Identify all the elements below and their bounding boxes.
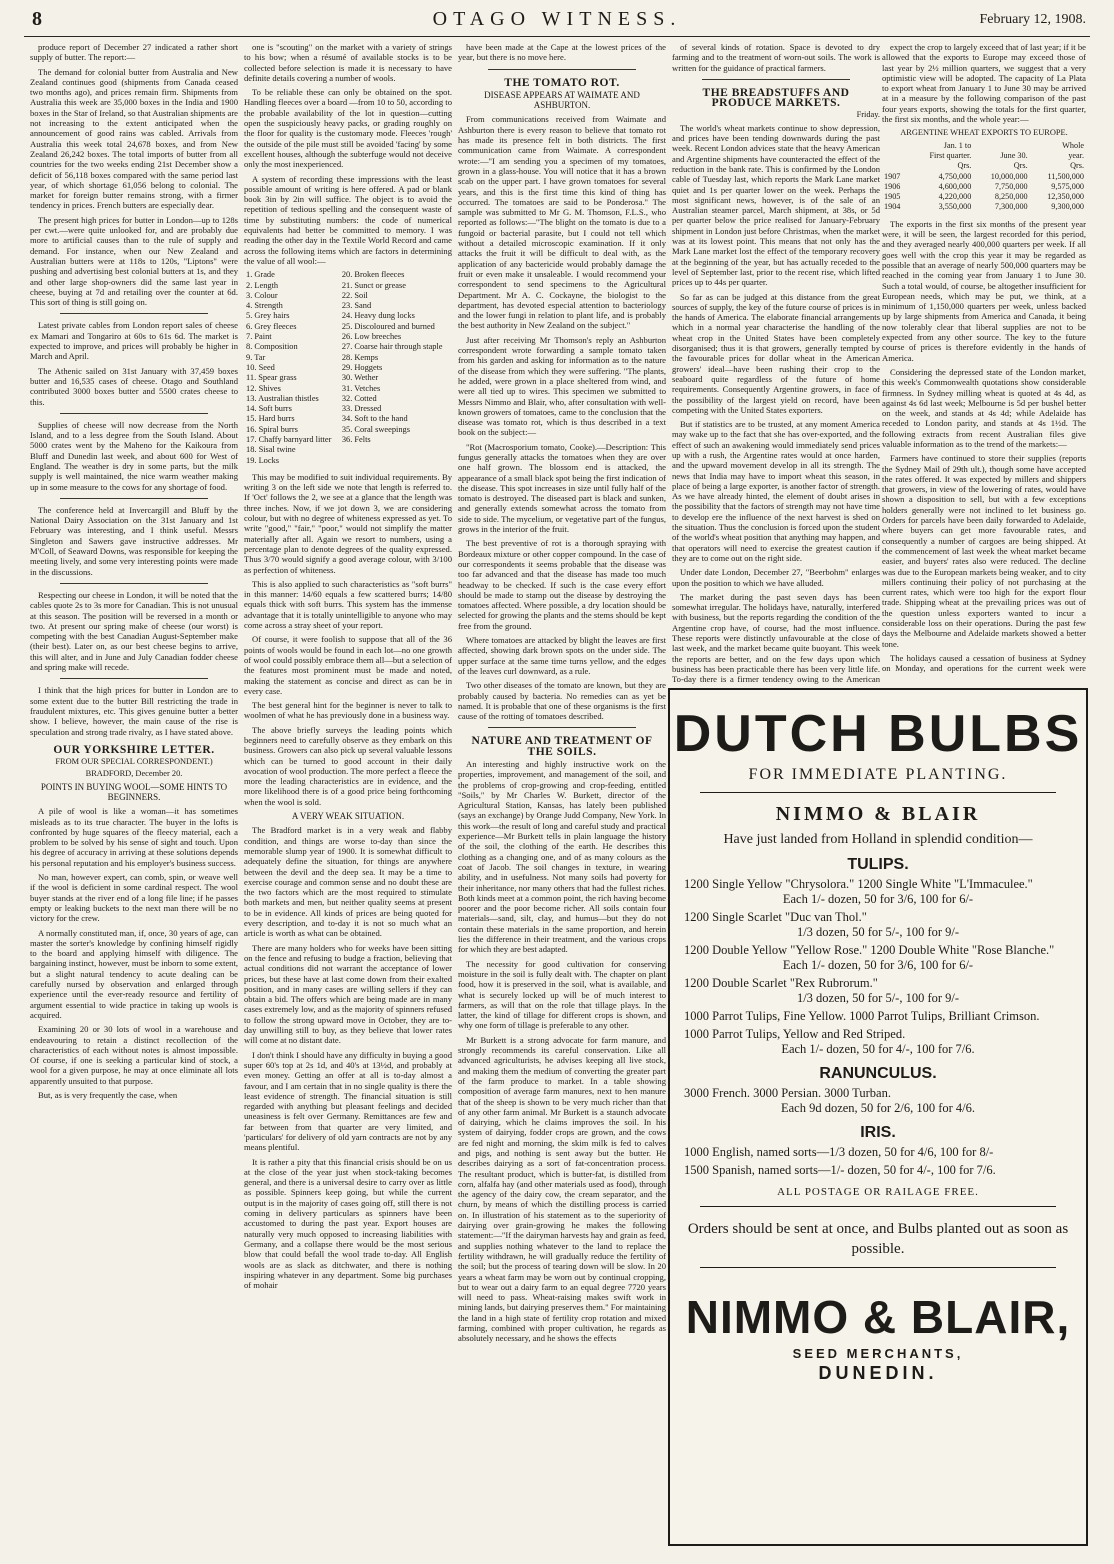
divider [700,792,1056,793]
table-row [882,182,1086,192]
table-cell: 4,750,000 [938,171,972,181]
table-units-row [882,161,1086,171]
divider [488,727,636,728]
paragraph: A pile of wool is like a woman—it has sometimes misleads as to its true character. The buyer in the lofts is confronted by huge squares of the fleecy material, each a problem to be solved by his sense of sight and touch. Upon his degree of accuracy in arriving at these solutions depends his personal reputation and his employer's business success. [30,806,238,868]
ad-firm-name: NIMMO & BLAIR [775,803,981,825]
subheading: DISEASE APPEARS AT WAIMATE AND ASHBURTON. [484,89,640,111]
paragraph: Two other diseases of the tomato are known, but they are probably caused by bacteria. No remedies can as yet be named. It is probable that one of these organisms is the first cause of the rotting of tomatoes described. [458,680,666,722]
paragraph: Mr Burkett is a strong advocate for farm manure, and strongly recommends its careful conservation. Like all advanced agriculturists, he advises keeping all live stock, and making them the medium of converting the greater part of the farm produce to market. In a table showing composition of average farm manures, next to hen manure that of the sheep is shown to be very much richer than that of any other farm animal. Mr Burkett is a staunch advocate of dairying, which he claims improves the soil. In his system of dairying, fodder crops are grown, and the cows are fed night and morning, the skim milk is fed to calves and pigs, and nothing is sent away but the butter. He describes dairying as a sort of fat-concentration process. The resultant product, which is butter-fat, is distilled from corn, alfalfa hay (and other materials used as food), through the agency of the dairy cow, the cream separator, and the churn, by means of which the distilling process is carried on. In illustration of his statement as to the superiority of dairying over grain-growing he makes the following statement:—"If the dairyman harvests hay and grain as feed, and supplies nothing whatever to the land to replace the fertility withdrawn, he will gradually reduce the fertility of the soil; but the process of tearing down will be slow. In 20 years a wheat farm may be worn out by continual cropping, but to wear out a dairy farm to an equal degree 7720 years will need to pass. Wheat-raising makes swift work in mining lands, but dairying preserves them." For maintaining the land in a high state of fertility crop rotation and mixed farming, combined with proper cultivation, he regards as absolutely necessary, and he shows the effects [458,1034,666,1344]
factor: 14. Soft burrs [246,404,292,414]
factor: 2. Length [246,280,279,290]
paragraph: of several kinds of rotation. Space is devoted to dry farming and to the treatment of worn-out soils. The work is written for the guidance of practical farmers. [672,42,880,73]
paragraph: The best preventive of rot is a thorough spraying with Bordeaux mixture or other copper compound. In the case of our correspondents it seems probable that the disease was too far advanced and that the disease has made too much headway to be checked. If such is the case every effort should be made to stamp out the disease by destroying the tomatoes affected. Where possible, a dry location should be selected for growing the plants and the stems should be kept free from the ground. [458,538,666,631]
divider [702,79,850,80]
bulb-item: 1500 Spanish, named sorts—1/- dozen, 50 for 4/-, 100 for 7/6. [684,1163,996,1177]
table-cell: Qrs. [1013,161,1028,171]
paragraph: This is also applied to such characteristics as "soft burrs" in this manner: 14/60 equals a few scattered burrs; 14/80 equals thick with soft burrs. This system has the immense advantage that it is totally unintelligible to anyone who may come across a stray sheet of your report. [244,578,452,631]
ad-firm-city: DUNEDIN. [818,1363,938,1383]
bulb-item: 1200 Double Yellow "Yellow Rose." 1200 Double White "Rose Blanche." [684,943,1055,957]
ad-intro: Have just landed from Holland in splendid condition— [723,832,1033,847]
factor: 22. Soil [341,290,368,300]
paragraph: The present high prices for butter in London—up to 128s per cwt.—were quite unlooked for, and are probably due more to artificial causes than to the rule of supply and demand. For instance, when our New Zealand and Australian butters were at 118s to 120s, "Liptons" were pushing and advertising best colonial butters at 1s, and they and other large shop-owners did the same last year in cheese, buying at 7d and retailing over the counter at 6d. This sort of thing is still going on. [30,214,238,308]
table-header-row [882,141,1086,151]
factor: 27. Coarse hair through staple [341,342,443,352]
wool-factors-table [244,270,452,466]
factor: 33. Dressed [341,404,382,414]
bulb-item: 3000 French. 3000 Persian. 3000 Turban. [684,1086,891,1100]
subheading: A VERY WEAK SITUATION. [291,811,405,822]
ad-headline: DUTCH BULBS [673,705,1083,763]
paragraph: But if statistics are to be trusted, at any moment America may wake up to the fact that she has over-exported, and the effect of such an awakening would immediately send prices up with a rush, the Argentine rates would at once harden, and the upward movement develop in all its strength. The news that India may have to import wheat this season, in place of being a large exporter, is another factor of strength. As we have already hinted, the element of doubt arises in the possibility that the factors of strength may not have time to develop ere the influence of the next harvest is shed on the situation. Thus the conclusion is forced upon the student of the world's wheat position that anything may happen, and that operators will need to exercise the greatest caution if they are to come out on the right side. [672,419,880,563]
paragraph: It is rather a pity that this financial crisis should be on us at the close of the year just when stock-taking becomes general, and there is a universal desire to carry over as little as possible. Spinners keep going, but while the current output is in the majority of cases going off, still there is not coming in delivery particulars as spinners have been accustomed to during the past year. Export houses are naturally very much opposed to increasing liabilities with Germany, and a collapse there would be the most serious blow that could befall the wool trade to-day. All English wools are as slack as ditchwater, and there is nothing inspiring whatever in any department. Some big purchases of mohair [244,1156,452,1291]
table-cell [882,161,910,171]
table-cell: 4,600,000 [938,181,972,191]
factor: 15. Hard burrs [246,414,295,424]
paragraph: Under date London, December 27, "Beerbohm" enlarges upon the position to which we have alluded. [672,567,880,588]
paragraph: The necessity for good cultivation for conserving moisture in the soil is fully dealt with. The chapter on plant food, how it is preserved in the soil, what is available, and what is securely locked up will be of much interest to farmers, as will that on the role that tillage plays. In the latter, the kind of tillage for different crops is shown, and why one form of tillage is preferable to any other. [458,958,666,1031]
divider [60,678,208,679]
table-header: Whole [1062,140,1084,150]
table-cell: 1904 [884,202,901,212]
argentine-exports-table [882,141,1086,213]
paragraph: one is "scouting" on the market with a variety of strings to his bow; when a résumé of available stocks is to be collected before selection is made it is necessary to have definite details covering a number of wools. [244,42,452,83]
correspondent-line: FROM OUR SPECIAL CORRESPONDENT.) [55,757,213,767]
orders-note: Orders should be sent at once, and Bulbs planted out as soon as possible. [687,1221,1069,1257]
bulb-item: 1000 Parrot Tulips, Fine Yellow. 1000 Parrot Tulips, Brilliant Crimson. [684,1009,1040,1023]
factor: 35. Coral sweepings [341,424,410,434]
wool-factors-right [340,270,452,466]
paragraph: expect the crop to largely exceed that of last year; if it be allowed that the exports to Europe may exceed those of last year by 2½ million quarters, we suggest that a very optimistic view will be adopted. The capacity of La Plata to export wheat from January 1 to June 30 may be arrived at in a measure by the following comparison of the past four years exports, showing the totals for the first quarter, the first six months, and the whole year:— [882,42,1086,125]
divider [60,313,208,314]
masthead [24,6,1090,37]
bulb-price: Each 1/- dozen, 50 for 4/-, 100 for 7/6. [781,1042,975,1056]
paragraph: Just after receiving Mr Thomson's reply an Ashburton correspondent wrote forwarding a sample tomato taken from his garden and asking for information as to the nature of the disease from which they were suffering. "The plants, he added, were grown in a place sheltered from wind, and were all tied up to wires. This specimen we submitted to Messrs Nimmo and Blair, who, after consultation with well-known growers of tomatoes, came to the conclusion that the disease was tomato rot, which is thus described in a text book on the subject:— [458,334,666,438]
table-cell: 3,550,000 [938,202,972,212]
factor: 12. Shives [246,383,281,393]
table-header: June 30. [1000,150,1028,160]
factor: 3. Colour [246,290,278,300]
bulb-item: 1000 English, named sorts—1/3 dozen, 50 for 4/6, 100 for 8/- [684,1145,994,1159]
paragraph: The Athenic sailed on 31st January with 37,459 boxes butter and 16,535 cases of cheese. Otago and Southland contributed 3000 boxes butter and 5500 crates cheese to this. [30,365,238,407]
paragraph: The above briefly surveys the leading points which beginners need to carefully observe as they embark on this business. Growers can also pick up several valuable lessons which can be turned to good account in their daily avocation of wool production. The more perfect a fleece the more the leading characteristics are in evidence, and the more likelihood there is of a good price being forthcoming when the wool is sold. [244,724,452,807]
divider [700,1267,1056,1268]
iris-heading: IRIS. [860,1124,896,1141]
factor: 7. Paint [246,332,272,342]
table-cell: 1906 [884,181,901,191]
dateline: Friday. [856,110,880,120]
table-cell: 8,250,000 [994,192,1028,202]
factor: 16. Spiral burrs [246,424,298,434]
paragraph: Of course, it were foolish to suppose that all of the 36 points of wools would be found in each lot—no one growth of wool could possibly embrace them all—but a selection of the features most prominent must be made and noted, making the statement as concise and direct as can be in every case. [244,634,452,696]
paragraph: The holidays caused a cessation of business at Sydney on Monday, and operations for the current week were [882,652,1086,674]
factor: 11. Spear grass [246,373,297,383]
table-header [973,141,1029,151]
paragraph: The market during the past seven days has been somewhat irregular. The holidays have, naturally, interfered with business, but the reports regarding the condition of the Argentine crop have, of course, had the most influence. These reports were distinctly unfavourable at the close of last week, and the market became quite buoyant. This week the reports are better, and on the few days upon which business has been practicable there has been very little life. To-day there is a firmer tendency owing to the American [672,591,880,684]
factor: 23. Sand [341,301,372,311]
paragraph: No man, however expert, can comb, spin, or weave well if the wool is deficient in some cardinal respect. The wool buyer stands at the river end of a long file line; if he passes empty or leaking buckets to the next man there will be no victory for the crew. [30,872,238,924]
table-cell: 4,220,000 [938,192,972,202]
factor: 31. Vetches [341,383,381,393]
postage-note: ALL POSTAGE OR RAILAGE FREE. [777,1186,979,1198]
paragraph: An interesting and highly instructive work on the properties, improvement, and management of the soil, and the problems of crop-growing and crop-feeding, entitled "Soils," by Mr Charles W. Burkett, director of the Agricultural Station, Kansas, has lately been published (says an exchange) by Orange Judd Company, New York. In this work—the result of long and careful study and practical experience—Mr Burkett tells in plain language the history of the soil, the clothing of the earth. He describes this clothing as a changing one, and of as many colours as the coat of Jacob. The soil changes in texture, in wearing ability, and in usefulness. Not many soils had poverty for their inheritance, nor many others that had the fullest riches. Both kinds meet at a common point, the rich having become poorer and the poor become richer. All soils contain four materials—sand, silt, clay, and humus—but they do not contain these materials in the same proportion, and herein lies the difference in their treatment, and the various crops for which they are best adapted. [458,759,666,955]
factor: 24. Heavy dung locks [341,311,415,321]
divider [700,1206,1056,1207]
table-header: year. [1068,150,1084,160]
table-header-row [882,151,1086,161]
paragraph: The demand for colonial butter from Australia and New Zealand continues good (shipments from Canada ceased two months ago), and prices remain firm. Shipments from Australia this week are 35,000 boxes in the India and 1900 boxes in the Star of Ireland, so that Australian shipments are not increasing to the extent anticipated when the announcement of good rains was cabled. Arrivals from Australia this week total 24,678 boxes, and from New Zealand 26,242 boxes. The total imports of butter from all countries for the two weeks ending 21st December show a deficit of 56,118 boxes compared with the same period last year, of which shortage 61,056 belong to colonial. The market for foreign butter remains strong, with a firmer tendency in prices. French butters are especially dear. [30,66,238,211]
paragraph: Where tomatoes are attacked by blight the leaves are first affected, showing dark brown spots on the under side. The upper surface at the same time turns yellow, and the edges of the leaves curl downward, as a rule. [458,635,666,676]
paragraph: The exports in the first six months of the present year were, it will be seen, the largest recorded for this period, and they averaged nearly 400,000 quarters per week. If all goes well with the crop this year it may be regarded as possible that an average of nearly 500,000 quarters may be reached in the coming year from January 1 to June 30. Such a total would, of course, be altogether insufficient for European needs, which may be put, we think, at a minimum of 1,150,000 quarters per week, unless backed up by large shipments from America and Canada, it being now tolerably clear that liberal supplies are not to be expected from any other source. The key to the future course of prices is therefore evidently in the hands of America. [882,218,1086,363]
factor: 32. Cotted [341,393,377,403]
paragraph: But, as is very frequently the case, when [38,1090,178,1101]
table-cell: 9,575,000 [1051,181,1084,191]
paragraph: The Bradford market is in a very weak and flabby condition, and things are worse to-day than since the memorable slump year of 1900. It is somewhat difficult to adequately define the situation, for things are anywhere between the devil and the deep sea. It may be a time to exercise courage and common sense and no doubt these are the two factors which are the most required to stimulate both markets and men, but neither quality seems at present to be in evidence. All kinds of prices are being quoted for every description, and to-day it is not so much what an article is worth as what can be obtained. [244,825,452,939]
bulb-item: 1200 Single Scarlet "Duc van Thol." [684,910,867,924]
factor: 29. Hoggets [341,362,383,372]
table-header: First quarter. [929,150,972,160]
paragraph: The best general hint for the beginner is never to talk to woolmen of what he has previously done in a business way. [244,700,452,721]
table-cell: 7,300,000 [994,202,1028,212]
ad-firm-trade: SEED MERCHANTS, [792,1346,964,1361]
yorkshire-letter-heading: OUR YORKSHIRE LETTER. [53,743,215,756]
ad-subheadline: FOR IMMEDIATE PLANTING. [748,766,1008,783]
bulb-item: 1200 Double Scarlet "Rex Rubrorum." [684,976,878,990]
column-1 [30,42,238,1554]
table-cell: 7,750,000 [994,181,1028,191]
table-title: ARGENTINE WHEAT EXPORTS TO EUROPE. [900,128,1068,138]
column-5 [882,42,1086,674]
paragraph: This may be modified to suit individual requirements. By writing 3 on the left side we note that length is referred to. If 'Oct' follows the 2, we see at a glance that the length was three inches. Now, if we jot down 3, we are considering colour, but with no degree of whiteness expressed as yet. To write "good," "fair," "poor," would not simplify the matter materially after all. Again we resort to numbers, using a percentage plan to denote degrees of the quality expressed. Thus 3/70 would signify a good average colour, with 3/100 as perfection of whiteness. [244,471,452,575]
factor: 36. Felts [341,434,371,444]
bulb-price: 1/3 dozen, 50 for 5/-, 100 for 9/- [796,991,960,1005]
paragraph: Supplies of cheese will now decrease from the North Island, and to a less degree from the South Island. About 5000 crates went by the Maheno for the Kaikoura from Bluff and Dunedin last week, and about 600 for West of England. The weather is dry in some parts, but the milk supply is well maintained, the nice warm weather making up in some measure to the cows for any shortage of food. [30,419,238,492]
page-number: 8 [32,8,42,30]
ad-firm-signature: NIMMO & BLAIR, [685,1291,1071,1343]
table-cell: 10,000,000 [990,171,1028,181]
factor: 21. Sunct or grease [341,280,407,290]
issue-date: February 12, 1908. [979,12,1086,27]
factor: 18. Sisal twine [246,445,296,455]
factor: 5. Grey hairs [246,311,290,321]
table-header [882,141,910,151]
factor: 20. Broken fleeces [341,270,405,280]
paragraph: From communications received from Waimate and Ashburton there is every reason to believe that tomato rot has made its presence felt in both districts. The first communication came from Waimate. A correspondent wrote:—"I am sending you a specimen of my tomatoes, grown in a glass-house. You will notice that it has a brown scab on the upper part. I have grown tomatoes for several years, and this is the first time this kind of thing has occurred. The tomatoes are said to be Ponderosa." The sample was submitted to Mr G. M. Thomson, F.L.S., who reported as follows:—"The blight on the tomato is due to a fungoid or bacterial parasite, but I could not tell which without a detailed microscopic examination. If it only attacks the fruit it will be difficult to deal with, as the application of any bactericide would probably damage the fruit or even make it unsaleable. I would recommend your correspondent to send specimens to the Agricultural Department. Mr A. C. Cockayne, the biologist to the department, has devoted especial attention to bacteriology and the lower fungi in relation to plant life, and is probably the best authority in New Zealand on the subject." [458,114,666,331]
paragraph: So far as can be judged at this distance from the great sources of supply, the key of the future course of prices is in the hands of America. The elaborate financial arrangements which in a normal year characterise the handling of the wheat crop in the United States have been completely disorganised; thus it is that growers, generally tempted by the favourable prices for dollar wheat in the American growers' ideal—have been rushing their crop to the seaboard quite regardless of the future of home requirements. Consequently Argentine growers, in face of the possibility of the largest yield on record, have been competing with the United States exporters. [672,291,880,415]
divider [60,413,208,414]
bulb-item: 1200 Single Yellow "Chrysolora." 1200 Single White "L'Immaculee." [684,877,1033,891]
table-cell: 12,350,000 [1047,192,1084,202]
table-cell: 9,300,000 [1051,202,1084,212]
ranunculus-heading: RANUNCULUS. [819,1065,937,1082]
factor: 6. Grey fleeces [246,321,297,331]
table-header [882,151,910,161]
dateline: BRADFORD, December 20. [85,769,183,779]
factor: 1. Grade [246,270,275,280]
table-cell: 11,500,000 [1047,171,1084,181]
bulb-price: Each 1/- dozen, 50 for 3/6, 100 for 6/- [782,892,974,906]
factor: 8. Composition [246,342,298,352]
bulb-price: Each 1/- dozen, 50 for 3/6, 100 for 6/- [782,958,974,972]
breadstuffs-heading: THE BREADSTUFFS AND PRODUCE MARKETS. [702,86,850,110]
paragraph: A system of recording these impressions with the least possible amount of writing is here offered. A pad or blank book 3in by 2in will suffice. The object is to avoid the repetition of tedious spelling and the consequent waste of time by substituting numbers: the code of numerical equivalents had better be committed to memory. I was reading the other day in the Textile World Record and came across the following items which are factors in determining the value of all wool:— [244,173,452,266]
divider [60,583,208,584]
subheading: POINTS IN BUYING WOOL—SOME HINTS TO BEGINNERS. [40,781,228,802]
divider [488,69,636,70]
paragraph: Latest private cables from London report sales of cheese ex Mamari and Tongariro at 60s to 61s 6d. The market is expected to improve, and prices will probably be higher in March and April. [30,320,238,362]
paragraph: Considering the depressed state of the London market, this week's Commonwealth quotations show considerable firmness. In Sydney milling wheat is quoted at 4s 4d, as against 4s 6d last week; Melbourne is 5d per bushel better on the week, and stands at 4s 4d; while Adelaide has receded to London parity, and stands at 4s 1½d. The following extracts from recent Australian files give valuable information as to the trend of the markets:— [882,366,1086,449]
divider [60,498,208,499]
wool-factors-left [244,270,340,466]
column-3 [458,42,666,1554]
paragraph: Respecting our cheese in London, it will be noted that the cables quote 2s to 3s more for Canadian. This is not unusual at this season. The position will be reversed in a month or two. At present our spring make of cheese (our worst) is competing with the best Canadian August-September make (their best). Later on, as our best cheese begins to arrive, this will alter, and in June and July Canadian fodder cheese and spring make will recede. [30,589,238,673]
factor: 28. Kemps [341,352,379,362]
paragraph: I think that the high prices for butter in London are to some extent due to the butter Bill restricting the trade in fraudulent mixtures, etc. This gives genuine butter a better show. I believe, however, the main cause of the rise is speculation and strong trade rivalry, as I have stated above. [30,685,238,737]
factor: 4. Strength [246,301,283,311]
table-cell: 1907 [884,171,901,181]
table-row [882,172,1086,182]
soils-heading: NATURE AND TREATMENT OF THE SOILS. [471,735,653,758]
bulb-price: Each 9d dozen, 50 for 2/6, 100 for 4/6. [780,1101,976,1115]
paragraph: A normally constituted man, if, once, 30 years of age, can master the sorter's knowledge by confining himself rigidly to the board and applying himself with diligence. The bargaining instinct, however, must be inborn to some extent, but a slight natural tendency to acute dealing can be carefully nursed by observation and enlarged through experience until the ever-ready resource and fertility of argument essential to wide practice in taking up wools is acquired. [30,927,238,1020]
tomato-rot-heading: THE TOMATO ROT. [504,76,620,89]
paragraph: To be reliable these can only be obtained on the spot. Handling fleeces over a board —from 10 to 50, according to the probable availability of the lot in question—cutting open the suspiciously heavy packs, or grading roughly on the floor for quality is the customary mode. Fleeces 'rough' the outside of the pile must still be avoided 'facing' by some excellent houses, although the subterfuge would not deceive only the most inexperienced. [244,87,452,170]
paragraph: I don't think I should have any difficulty in buying a good super 60's top at 2s 1d, and 40's at 13½d, and probably at even money. Getting an offer at all is to-day almost a favour, and I am certain that in no single quality is there the least evidence of strength. The financial situation is still regarded with anything but pleasant feelings and decided uneasiness is felt over Germany. Remittances are few and far between from that quarter are very limited, and 'particulars' for delivery of old yarn contracts are not by any means plentiful. [244,1049,452,1153]
factor: 25. Discoloured and burned [341,321,435,331]
paragraph: Farmers have continued to store their supplies (reports the Sydney Mail of 29th ult.), though some have accepted the rates offered. It was expected by millers and shippers that growers, in view of the lowering of rates, would have shown a disposition to sell, but with a few exceptions holders generally were not inclined to let business go. Orders for parcels have been daily forwarded to Adelaide, where buyers can get more favourable rates, and consequently a number of cargoes are being shipped. At the commencement of last week the wheat market became easier, and buyers' rates also were reduced. The decline was due to the European markets being weaker, and to city millers continuing their policy of not purchasing at the current rates, which were too high for the export flour trade. Shipping wheat at the prevailing prices was out of the question unless exporters wanted to incur a considerable loss on their operations. During the past few days the Melbourne and Adelaide markets showed a better tone. [882,453,1086,649]
bulb-price: 1/3 dozen, 50 for 5/-, 100 for 9/- [796,925,960,939]
paragraph: There are many holders who for weeks have been sitting on the fence and refusing to budge a fraction, believing that actual conditions did not warrant the acceptance of lower prices, but these have at last come down from their exalted position, and in many cases are willing sellers if they can obtain a bid. The offers which are being made are in many cases extremely low, and as the majority of spinners refused to follow the strong upward move in October, they are to-day unwilling still to buy, as they believe that lower rates will come at no distant date. [244,942,452,1046]
table-header: Jan. 1 to [943,140,972,150]
factor: 13. Australian thistles [246,393,319,403]
table-cell: Qrs. [957,161,972,171]
column-2 [244,42,452,1554]
table-row [882,202,1086,212]
table-cell: 1905 [884,192,901,202]
column-4 [672,42,880,684]
factor: 34. Soft to the hand [341,414,408,424]
table-cell: Qrs. [1070,161,1084,171]
factor: 9. Tar [246,352,266,362]
factor: 30. Wether [341,373,379,383]
paragraph: The conference held at Invercargill and Bluff by the National Dairy Association on the 31st January and 1st February was interesting, and I think useful. Messrs Singleton and Sawers gave instructive addresses. Mr M'Coll, of Seaward Downs, was responsible for keeping the meeting lively, and some very interesting points were made in the discussions. [30,504,238,577]
factor: 17. Chaffy barnyard litter [246,434,332,444]
table-row [882,192,1086,202]
dutch-bulbs-advertisement [668,688,1088,1546]
tulips-heading: TULIPS. [847,856,909,873]
paragraph: have been made at the Cape at the lowest prices of the year, but there is no move here. [458,42,666,63]
paragraph: Examining 20 or 30 lots of wool in a warehouse and endeavouring to retain a distinct recollection of the characteristics of each without notes is almost impossible. Of course, if one is seeking a particular kind of stock, a wool for a given purpose, he may at once eliminate all lots apparently unsuited to that purpose. [30,1024,238,1086]
paragraph: "Rot (Macrosporium tomato, Cooke).—Description: This fungus generally attacks the tomatoes when they are over one half grown. The blossom end is attacked, the appearance of a small black spot being the first indication of the disease. This spot increases in size until fully half of the tomato is destroyed. The diseased part is black and sunken, and generally extends somewhat across the tomato from side to side. The mycelium, or vegetative part of the fungus, grows in the interior of the fruit. [458,441,666,535]
factor: 26. Low breeches [341,332,402,342]
factor: 10. Seed [246,362,275,372]
paragraph: The world's wheat markets continue to show depression, and prices have been tending downwards during the past week. Recent London advices state that the heavy American and Argentine shipments have counteracted the effect of the reduction in the bank rate. This is confirmed by the London cable of Tuesday last, which reports the Mark Lane market quiet and 1s per quarter lower on the week. Perhaps the most significant news, however, is of the sale of an Australian steamer parcel, March shipment, at 38s, or 5d per quarter below the price realised for January-February shipment in London just before Christmas, when the market was at its lowest point. This means that not only has the Mark Lane market lost the effect of the temporary recovery at the beginning of the year, but has actually receded to the level of September last, prior to the recent rise, which lifted prices up to 44s per quarter. [672,122,880,288]
bulb-item: 1000 Parrot Tulips, Yellow and Red Striped. [684,1027,906,1041]
paragraph: produce report of December 27 indicated a rather short supply of butter. The report:— [30,42,238,63]
factor: 19. Locks [246,455,280,465]
newspaper-title: OTAGO WITNESS. [432,8,682,30]
